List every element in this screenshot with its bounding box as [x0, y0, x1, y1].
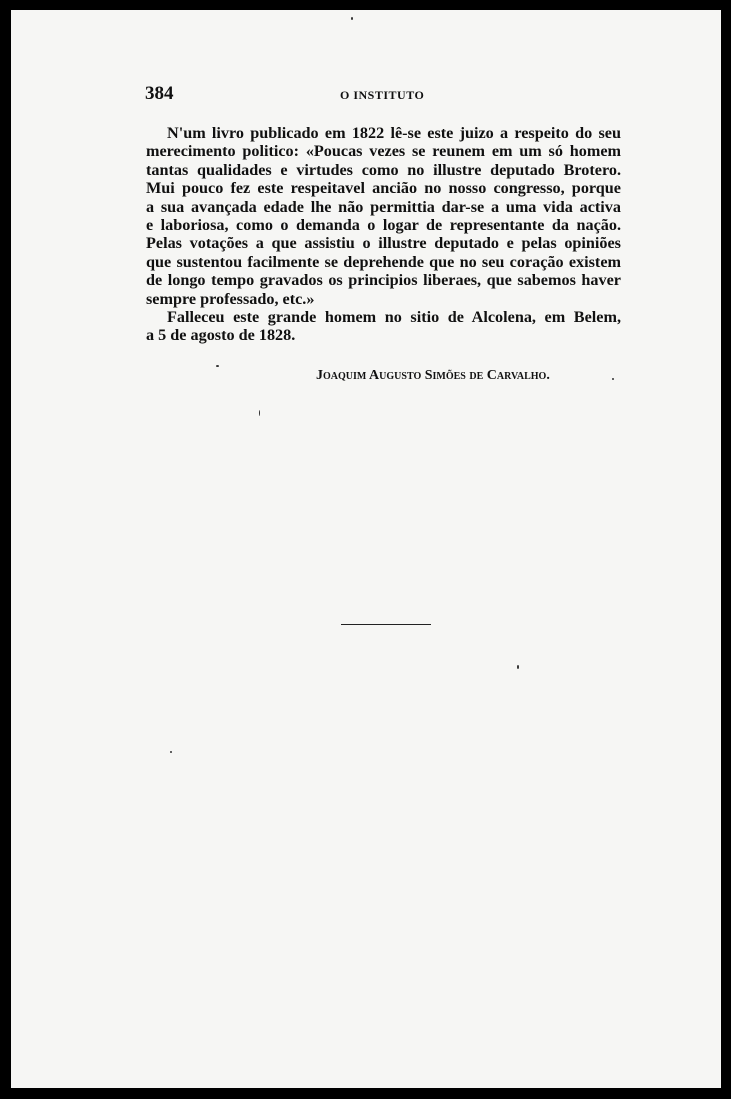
author-signature: Joaquim Augusto Simões de Carvalho. — [316, 368, 550, 383]
text-line: sempre professado, etc.» — [146, 289, 315, 308]
scan-speck — [517, 665, 519, 669]
scan-speck — [612, 378, 614, 380]
text-line: que sustentou facilmente se deprehende que no seu coração existem — [146, 252, 621, 271]
text-line: Falleceu este grande homem no sitio de Alcolena, em Belem, — [167, 308, 621, 327]
running-head — [145, 83, 633, 107]
scan-speck — [259, 410, 260, 416]
body-text — [146, 124, 621, 345]
end-rule — [341, 624, 431, 625]
text-line: a 5 de agosto de 1828. — [146, 326, 296, 345]
text-line: tantas qualidades e virtudes como no illustre deputado Brotero. — [146, 160, 621, 179]
text-line: N'um livro publicado em 1822 lê-se este juizo a respeito do seu — [167, 124, 621, 142]
scan-speck — [170, 751, 172, 753]
text-line: de longo tempo gravados os principios liberaes, que sabemos haver — [146, 271, 621, 290]
text-line: a sua avançada edade lhe não permittia dar-se a uma vida activa — [146, 197, 621, 216]
text-line: merecimento politico: «Poucas vezes se reunem em um só homem — [146, 142, 621, 161]
scan-speck — [216, 365, 219, 367]
page-number: 384 — [145, 83, 174, 104]
text-line: Pelas votações a que assistiu o illustre deputado e pelas opiniões — [146, 234, 621, 253]
text-line: Mui pouco fez este respeitavel ancião no nosso congresso, porque — [146, 179, 621, 198]
book-page — [11, 10, 721, 1088]
text-line: e laboriosa, como o demanda o logar de representante da nação. — [146, 216, 621, 235]
scan-speck — [351, 17, 353, 20]
running-title: O INSTITUTO — [340, 88, 425, 102]
